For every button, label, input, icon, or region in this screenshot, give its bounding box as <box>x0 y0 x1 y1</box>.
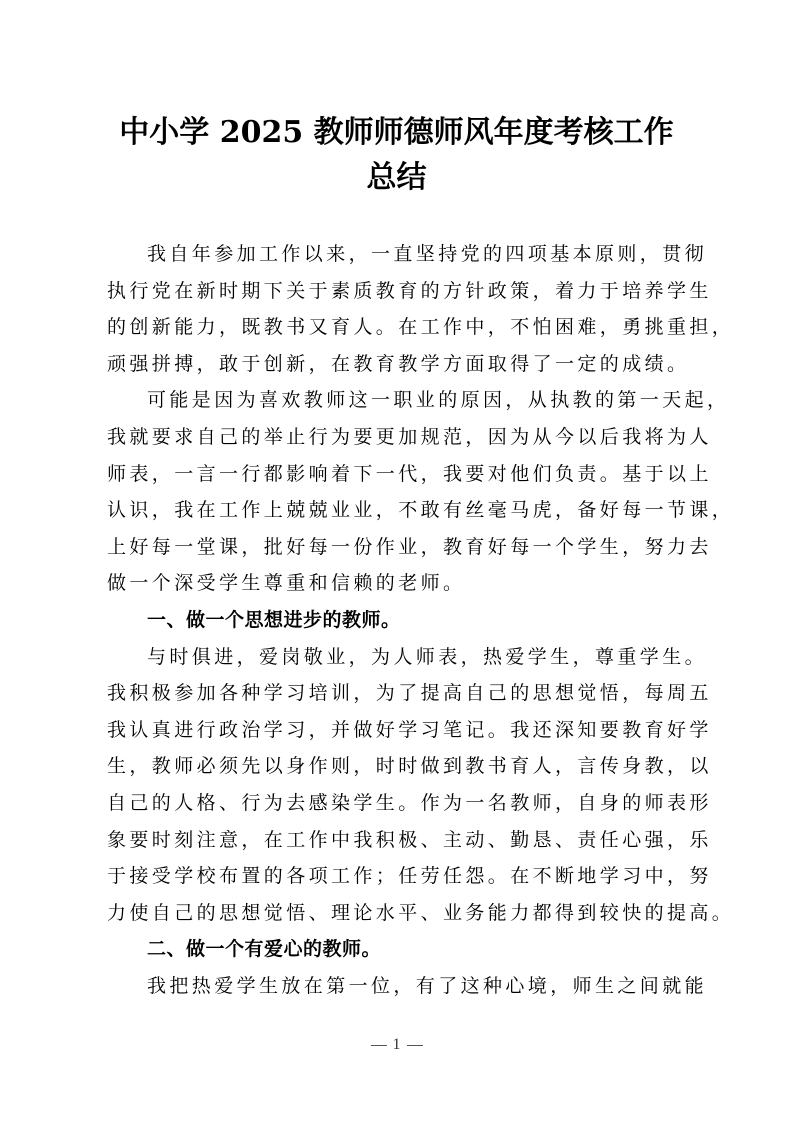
paragraph-line: 师表，一言一行都影响着下一代，我要对他们负责。基于以上 <box>107 462 712 485</box>
paragraph-line: 我自年参加工作以来，一直坚持党的四项基本原则，贯彻 <box>147 243 708 265</box>
paragraph-line: 于接受学校布置的各项工作；任劳任怨。在不断地学习中，努 <box>107 865 712 888</box>
dash-right-icon <box>407 1045 423 1046</box>
paragraph-line: 力使自己的思想觉悟、理论水平、业务能力都得到较快的提高。 <box>107 901 735 924</box>
title-line-2: 总结 <box>366 160 427 195</box>
document-title <box>100 110 693 200</box>
title-line-1: 中小学 2025 教师师德师风年度考核工作 <box>119 115 674 150</box>
paragraph-line: 与时俱进，爱岗敬业，为人师表，热爱学生，尊重学生。 <box>147 645 708 668</box>
paragraph-line: 顽强拼搏，敢于创新，在教育教学方面取得了一定的成绩。 <box>107 352 690 375</box>
paragraph-line: 的创新能力，既教书又育人。在工作中，不怕困难，勇挑重担， <box>107 316 735 339</box>
paragraph-line: 认识，我在工作上兢兢业业，不敢有丝毫马虎，备好每一节课， <box>107 499 735 522</box>
paragraph-line: 执行党在新时期下关于素质教育的方针政策，着力于培养学生 <box>107 279 712 302</box>
paragraph-line: 我把热爱学生放在第一位，有了这种心境，师生之间就能 <box>147 974 708 997</box>
paragraph-line: 自己的人格、行为去感染学生。作为一名教师，自身的师表形 <box>107 791 712 814</box>
section-heading-1: 一、做一个思想进步的教师。 <box>147 608 401 631</box>
document-body <box>107 236 735 1004</box>
page-footer <box>0 1036 793 1054</box>
section-heading-2: 二、做一个有爱心的教师。 <box>147 938 382 961</box>
dash-left-icon <box>371 1045 387 1046</box>
page-number: 1 <box>392 1036 401 1053</box>
paragraph-line: 我就要求自己的举止行为要更加规范，因为从今以后我将为人 <box>107 425 712 448</box>
paragraph-line: 生，教师必须先以身作则，时时做到教书育人，言传身教，以 <box>107 755 712 778</box>
paragraph-line: 我认真进行政治学习，并做好学习笔记。我还深知要教育好学 <box>107 718 712 741</box>
paragraph-line: 可能是因为喜欢教师这一职业的原因，从执教的第一天起， <box>147 389 730 412</box>
paragraph-line: 象要时刻注意，在工作中我积极、主动、勤恳、责任心强，乐 <box>107 828 712 851</box>
paragraph-line: 做一个深受学生尊重和信赖的老师。 <box>107 572 466 595</box>
paragraph-line: 上好每一堂课，批好每一份作业，教育好每一个学生，努力去 <box>107 535 712 558</box>
paragraph-line: 我积极参加各种学习培训，为了提高自己的思想觉悟，每周五 <box>107 682 712 705</box>
